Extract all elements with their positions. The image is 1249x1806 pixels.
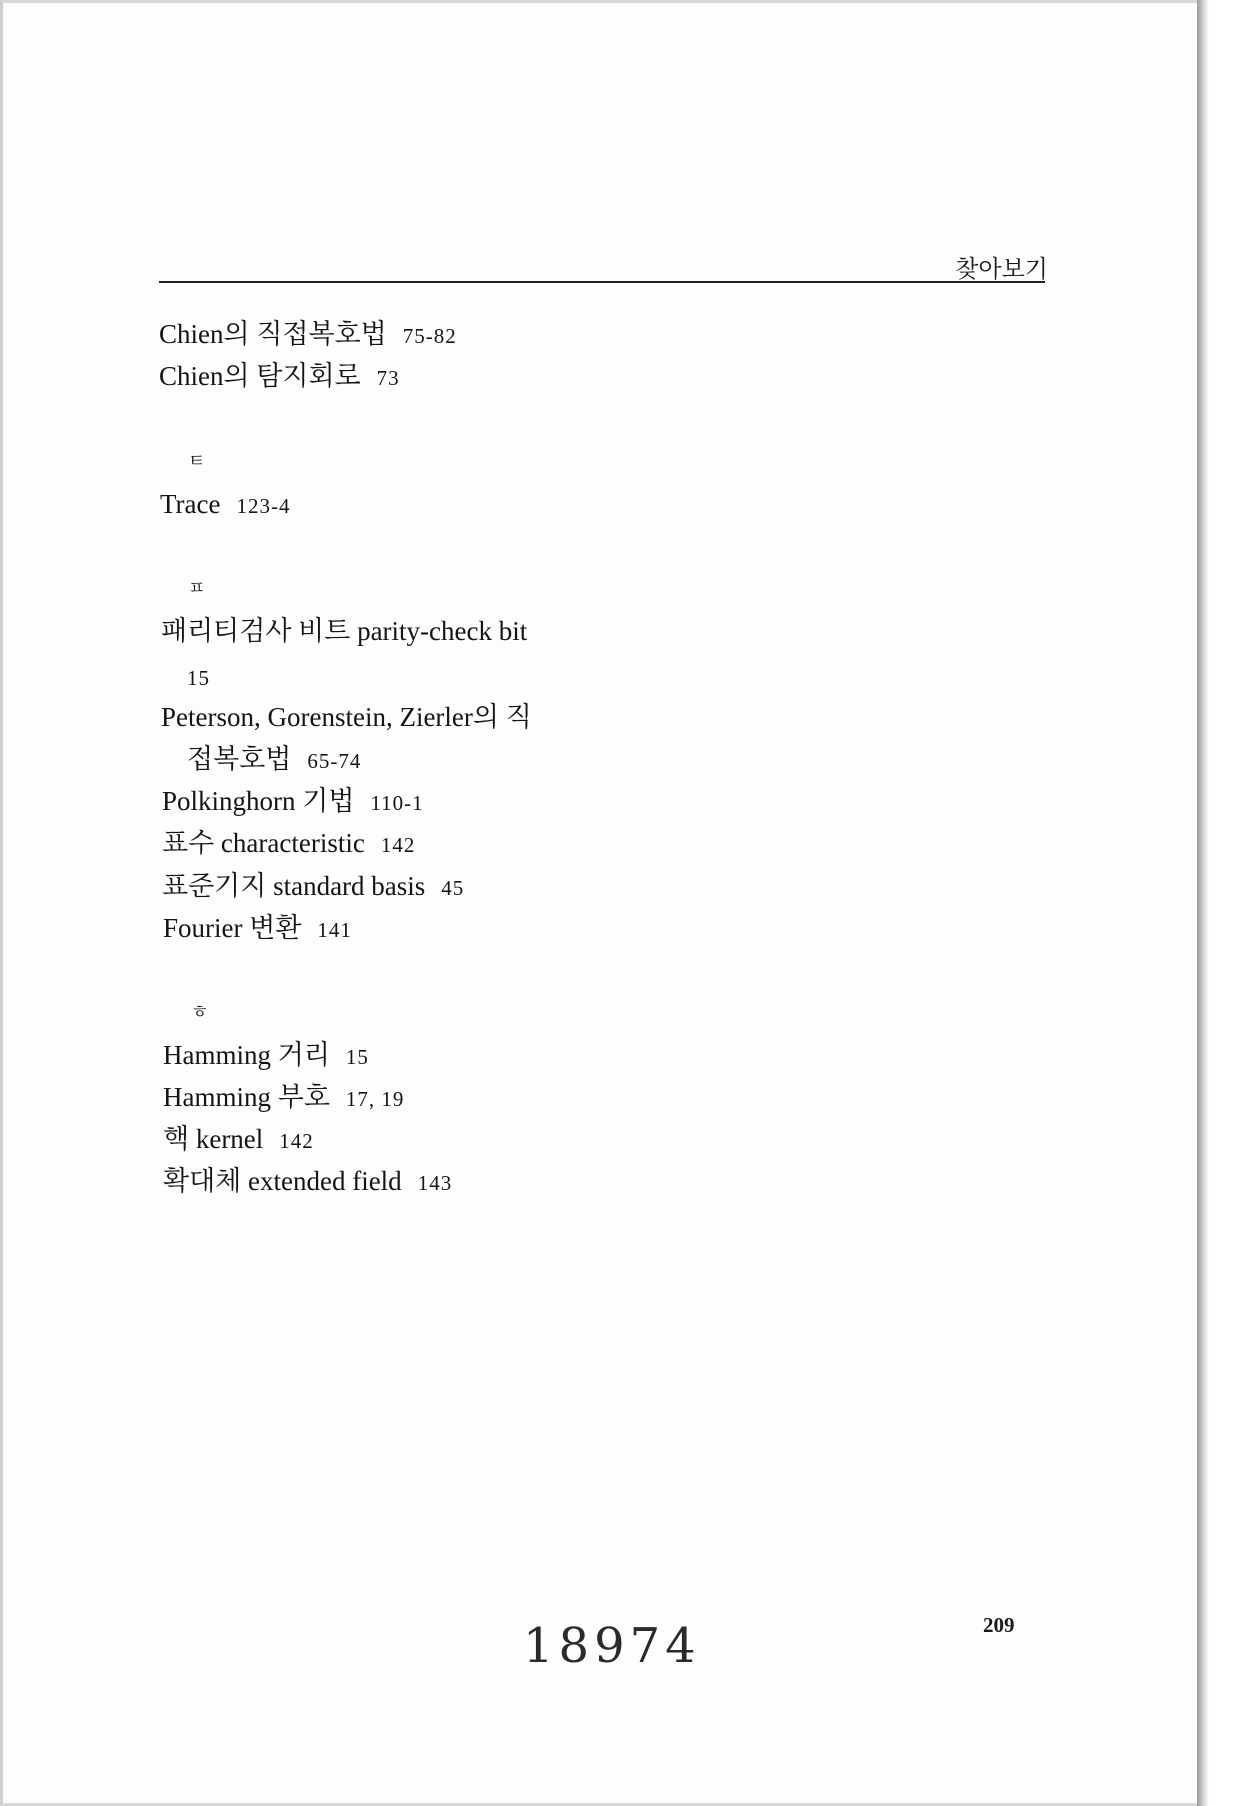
index-entry [162,869,464,905]
index-entry [162,826,415,862]
index-pages: 65-74 [307,749,362,773]
index-entry [161,614,527,648]
index-term: 표수 characteristic [162,828,365,858]
index-pages: 123-4 [236,494,291,518]
index-term: Hamming 거리 [163,1040,330,1070]
index-term: 패리티검사 비트 parity-check bit [161,616,528,646]
index-entry [163,911,352,947]
index-term: Chien의 직접복호법 [159,319,387,349]
index-pages: 143 [417,1171,453,1195]
index-term: Trace [160,489,221,519]
index-term: Polkinghorn 기법 [162,786,355,816]
running-header: 찾아보기 [955,255,1048,283]
index-entry-continuation [187,742,361,778]
index-term: 핵 kernel [163,1124,264,1154]
index-term: Fourier 변환 [163,913,302,943]
index-pages: 142 [279,1129,314,1153]
index-pages: 75-82 [402,324,457,348]
index-pages: 17, 19 [345,1087,405,1111]
index-entry [161,700,532,734]
page-number: 209 [983,1613,1015,1637]
index-term: 확대체 extended field [163,1166,402,1196]
index-pages: 141 [317,918,352,942]
index-term: Peterson, Gorenstein, Zierler의 직 [161,702,532,732]
index-entry [160,487,291,523]
index-pages: 15 [345,1045,369,1069]
page-edge-shadow [1197,0,1209,1806]
index-term: Chien의 탐지회로 [159,361,361,391]
library-stamp-number: 18974 [523,1618,701,1674]
index-entry [163,1164,452,1200]
section-letter: ㅍ [188,578,206,599]
index-pages: 110-1 [370,791,424,815]
section-letter: ㅎ [191,1002,209,1023]
index-term: 표준기지 standard basis [162,871,426,901]
index-entry [159,317,457,353]
index-entry [163,1038,369,1074]
header-rule [159,281,1045,283]
index-pages: 73 [376,366,400,390]
section-letter: ㅌ [188,451,206,472]
index-entry-continuation [187,659,210,695]
index-pages: 142 [380,833,416,857]
index-entry [159,359,400,395]
index-pages: 45 [441,876,465,900]
index-term: 접복호법 [187,744,292,774]
index-entry [162,784,424,820]
index-entry [163,1080,404,1116]
index-term: Hamming 부호 [163,1082,330,1112]
index-entry [163,1122,314,1158]
index-pages: 15 [187,666,210,690]
